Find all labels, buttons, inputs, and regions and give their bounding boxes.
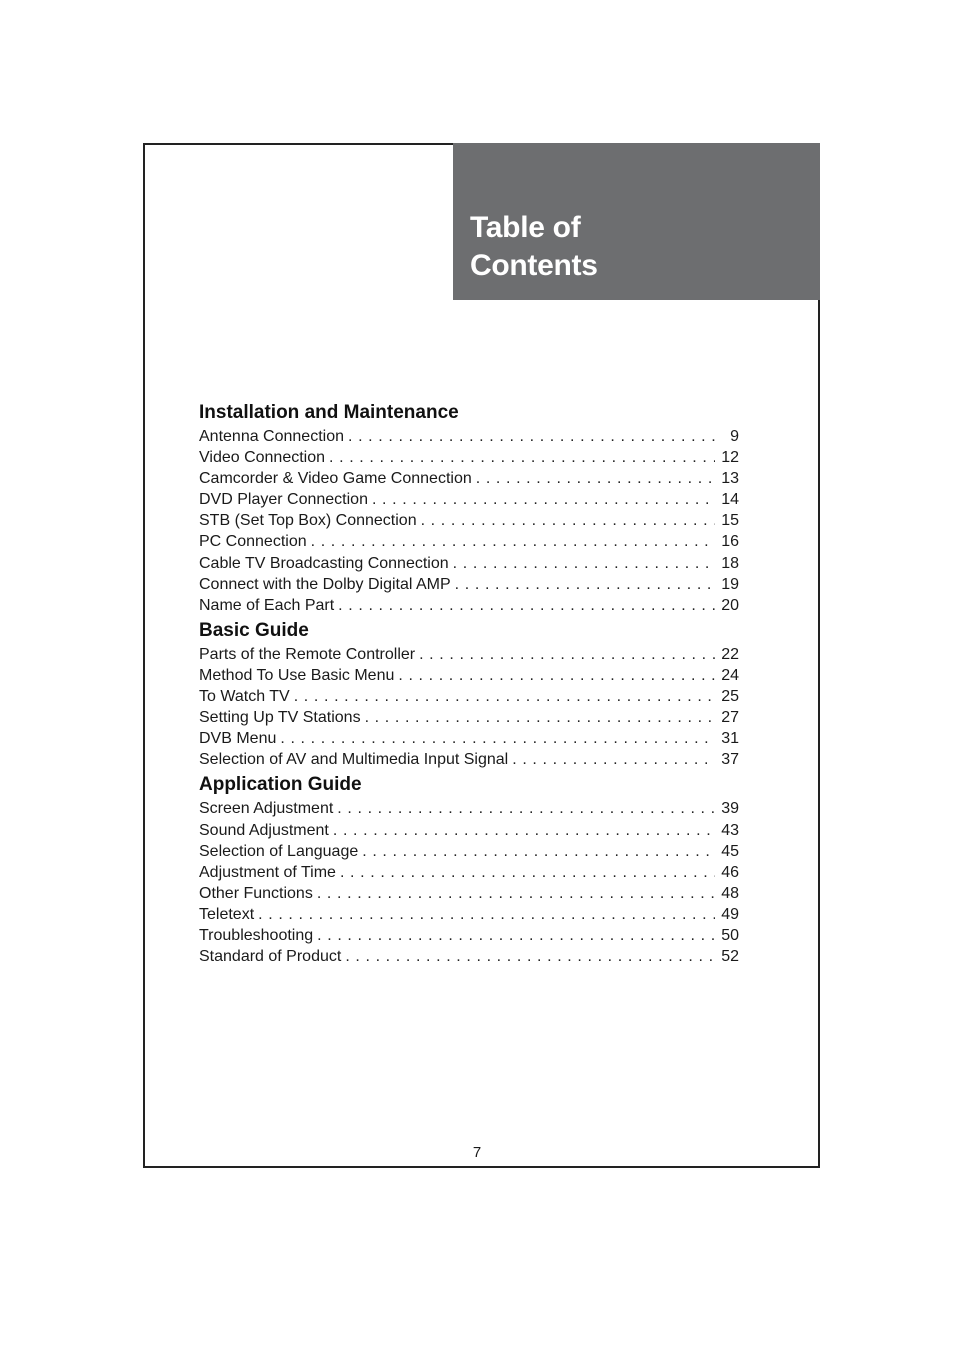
toc-entry-list	[199, 644, 739, 771]
toc-entry-label: DVD Player Connection	[199, 491, 368, 509]
toc-entry-label: DVB Menu	[199, 730, 277, 748]
toc-entry-page: 31	[721, 730, 739, 748]
dot-leader	[345, 946, 715, 967]
toc-entry-page: 24	[721, 666, 739, 684]
dot-leader	[258, 904, 715, 925]
toc-entry-label: Camcorder & Video Game Connection	[199, 470, 472, 488]
toc-entry-label: Antenna Connection	[199, 428, 344, 445]
toc-entry[interactable]	[199, 925, 739, 946]
page-title	[470, 209, 598, 285]
dot-leader	[337, 798, 715, 819]
dot-leader	[311, 531, 715, 552]
toc-entry-label: Adjustment of Time	[199, 863, 336, 881]
toc-entry[interactable]	[199, 749, 739, 770]
dot-leader	[340, 862, 715, 883]
toc-entry-page: 37	[721, 751, 739, 769]
toc-section	[199, 620, 739, 771]
toc-entry-label: Teletext	[199, 905, 255, 923]
toc-entry[interactable]	[199, 644, 739, 665]
toc-entry-page: 52	[721, 948, 739, 966]
dot-leader	[280, 728, 715, 749]
toc-entry-page: 13	[721, 470, 739, 488]
toc-entry-page: 39	[721, 800, 739, 818]
title-line-2: Contents	[470, 249, 598, 282]
toc-entry-page: 14	[721, 491, 739, 509]
dot-leader	[512, 749, 715, 770]
dot-leader	[419, 644, 715, 665]
dot-leader	[365, 707, 715, 728]
toc-entry-list	[199, 426, 739, 616]
dot-leader	[333, 820, 715, 841]
section-heading: Application Guide	[199, 774, 362, 796]
toc-entry-page: 20	[721, 596, 739, 614]
toc-entry-label: Standard of Product	[199, 948, 342, 966]
dot-leader	[329, 447, 715, 468]
toc-entry[interactable]	[199, 883, 739, 904]
toc-entry-label: To Watch TV	[199, 688, 290, 706]
toc-entry-label: Other Functions	[199, 884, 313, 902]
toc-entry[interactable]	[199, 686, 739, 707]
toc-entry[interactable]	[199, 595, 739, 616]
toc-entry-label: Selection of Language	[199, 842, 359, 860]
toc-entry[interactable]	[199, 510, 739, 531]
toc-entry-page: 50	[721, 926, 739, 944]
toc-entry[interactable]	[199, 820, 739, 841]
toc-entry[interactable]	[199, 707, 739, 728]
toc-entry-page: 12	[721, 449, 739, 467]
toc-entry[interactable]	[199, 426, 739, 447]
toc-entry-label: Parts of the Remote Controller	[199, 645, 416, 663]
toc-entry-label: Screen Adjustment	[199, 800, 334, 818]
toc-entry[interactable]	[199, 665, 739, 686]
toc-entry-page: 16	[721, 533, 739, 551]
toc-entry-label: Video Connection	[199, 449, 326, 467]
toc-entry[interactable]	[199, 728, 739, 749]
dot-leader	[421, 510, 715, 531]
toc-entry-page: 15	[721, 512, 739, 530]
toc-entry-page: 46	[721, 863, 739, 881]
toc-entry[interactable]	[199, 862, 739, 883]
dot-leader	[317, 925, 715, 946]
toc-entry-page: 48	[721, 884, 739, 902]
toc-section	[199, 774, 739, 967]
toc-entry-page: 25	[721, 688, 739, 706]
toc-entry-label: Cable TV Broadcasting Connection	[199, 554, 449, 572]
toc-entry-page: 27	[721, 709, 739, 727]
toc-entry[interactable]	[199, 553, 739, 574]
dot-leader	[398, 665, 715, 686]
dot-leader	[362, 841, 715, 862]
toc-entry-label: STB (Set Top Box) Connection	[199, 512, 417, 530]
toc-entry-label: Name of Each Part	[199, 596, 335, 614]
toc-entry[interactable]	[199, 447, 739, 468]
title-line-1: Table of	[470, 211, 581, 244]
toc-entry-page: 43	[721, 821, 739, 839]
dot-leader	[372, 489, 715, 510]
toc-entry-page: 18	[721, 554, 739, 572]
dot-leader	[294, 686, 715, 707]
dot-leader	[453, 553, 715, 574]
toc-entry[interactable]	[199, 946, 739, 967]
section-heading: Basic Guide	[199, 619, 309, 641]
toc-entry-list	[199, 798, 739, 967]
toc-entry[interactable]	[199, 904, 739, 925]
toc-entry-label: Troubleshooting	[199, 926, 314, 944]
title-banner	[453, 143, 820, 300]
dot-leader	[476, 468, 715, 489]
toc-entry-page: 45	[721, 842, 739, 860]
toc-entry-label: Selection of AV and Multimedia Input Signal	[199, 751, 509, 769]
toc-entry-label: PC Connection	[199, 533, 307, 551]
table-of-contents	[199, 402, 739, 971]
toc-entry-page: 22	[721, 645, 739, 663]
dot-leader	[455, 574, 715, 595]
toc-entry[interactable]	[199, 574, 739, 595]
toc-entry-page: 9	[730, 428, 739, 445]
toc-section	[199, 402, 739, 616]
toc-entry-label: Connect with the Dolby Digital AMP	[199, 575, 451, 593]
toc-entry[interactable]	[199, 468, 739, 489]
section-heading: Installation and Maintenance	[199, 402, 459, 423]
toc-entry[interactable]	[199, 841, 739, 862]
toc-entry[interactable]	[199, 798, 739, 819]
toc-entry[interactable]	[199, 489, 739, 510]
toc-entry-label: Method To Use Basic Menu	[199, 666, 395, 684]
toc-entry-label: Sound Adjustment	[199, 821, 329, 839]
dot-leader	[338, 595, 715, 616]
toc-entry-label: Setting Up TV Stations	[199, 709, 361, 727]
dot-leader	[348, 426, 715, 447]
toc-entry-page: 49	[721, 905, 739, 923]
dot-leader	[317, 883, 715, 904]
toc-entry-page: 19	[721, 575, 739, 593]
toc-entry[interactable]	[199, 531, 739, 552]
page-number: 7	[472, 1144, 482, 1161]
